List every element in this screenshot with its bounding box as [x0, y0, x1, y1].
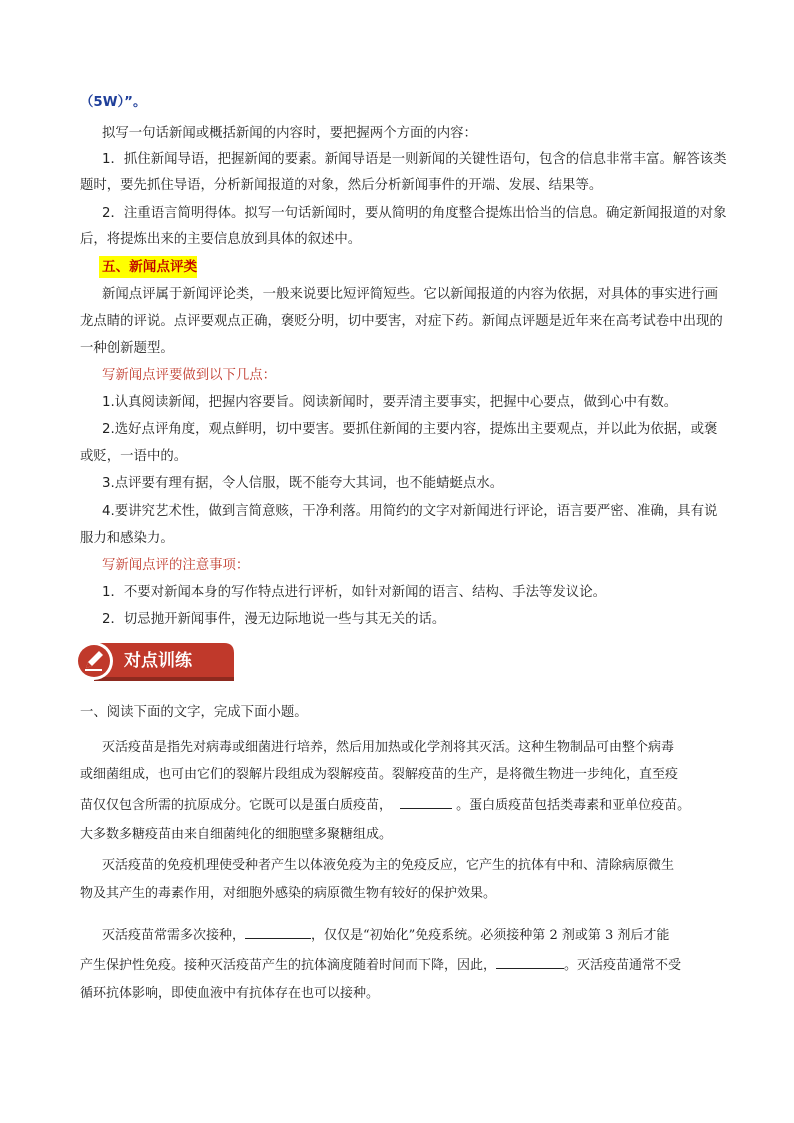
exercise-title: 一、阅读下面的文字，完成下面小题。 [80, 705, 308, 720]
section-para-line-2: 龙点睛的评说。点评要观点正确，褒贬分明，切中要害，对症下药。新闻点评题是近年来在高考试卷中出现的 [80, 314, 723, 329]
notice-heading: 写新闻点评的注意事项： [102, 558, 250, 573]
passage-p1-line-3 [80, 794, 714, 816]
answer-blank-3[interactable] [496, 954, 564, 969]
notice-point-2: 2．切忌抛开新闻事件，漫无边际地说一些与其无关的话。 [102, 612, 446, 627]
passage-p2-line-2: 物及其产生的毒素作用，对细胞外感染的病原微生物有较好的保护效果。 [80, 886, 497, 901]
section-title: 五、新闻点评类 [102, 259, 198, 275]
passage-text: 产生保护性免疫。接种灭活疫苗产生的抗体滴度随着时间而下降，因此， [80, 958, 497, 973]
banner-label: 对点训练 [124, 651, 192, 671]
write-heading: 写新闻点评要做到以下几点： [102, 368, 277, 383]
passage-p1-line-1: 灭活疫苗是指先对病毒或细菌进行培养，然后用加热或化学剂将其灭活。这种生物制品可由整个病毒 [102, 740, 675, 755]
point-1-line-1: 1．抓住新闻导语，把握新闻的要素。新闻导语是一则新闻的关键性语句，包含的信息非常丰富。解答该类 [102, 152, 727, 167]
passage-p1-line-2: 或细菌组成，也可由它们的裂解片段组成为裂解疫苗。裂解疫苗的生产，是将微生物进一步纯化，直至疫 [80, 767, 679, 782]
passage-p1-line-4: 大多数多糖疫苗由来自细菌纯化的细胞壁多聚糖组成。 [80, 827, 393, 842]
passage-p3-line-3: 循环抗体影响，即使血液中有抗体存在也可以接种。 [80, 986, 380, 1001]
notice-point-1: 1．不要对新闻本身的写作特点进行评析，如针对新闻的语言、结构、手法等发议论。 [102, 585, 606, 600]
section-para-line-1: 新闻点评属于新闻评论类，一般来说要比短评简短些。它以新闻报道的内容为依据，对具体的事实进行画 [102, 287, 718, 302]
point-1-line-2: 题时，要先抓住导语，分析新闻报道的对象，然后分析新闻事件的开端、发展、结果等。 [80, 178, 603, 193]
intro-paragraph: 拟写一句话新闻或概括新闻的内容时，要把握两个方面的内容： [102, 126, 477, 141]
answer-blank-2[interactable] [245, 924, 311, 939]
passage-text: 。蛋白质疫苗包括类毒素和亚单位疫苗。 [456, 798, 691, 813]
point-2-line-1: 2．注重语言简明得体。拟写一句话新闻时，要从简明的角度整合提炼出恰当的信息。确定新闻报道的对象 [102, 206, 727, 221]
point-2-line-2: 后，将提炼出来的主要信息放到具体的叙述中。 [80, 232, 362, 247]
write-point-2-line-1: 2.选好点评角度，观点鲜明，切中要害。要抓住新闻的主要内容，提炼出主要观点，并以此为依据，或褒 [102, 422, 718, 437]
write-point-4-line-2: 服力和感染力。 [80, 531, 174, 546]
passage-p2-line-1: 灭活疫苗的免疫机理使受种者产生以体液免疫为主的免疫反应，它产生的抗体有中和、清除病原微生 [102, 858, 675, 873]
passage-p3-line-2 [80, 954, 714, 976]
answer-blank-1[interactable] [400, 794, 452, 809]
continuation-text: （5W）”。 [80, 95, 147, 110]
passage-text: 苗仅仅包含所需的抗原成分。它既可以是蛋白质疫苗， [80, 798, 393, 813]
passage-text: ，仅仅是“初始化”免疫系统。必须接种第 2 剂或第 3 剂后才能 [311, 928, 670, 943]
write-point-2-line-2: 或贬，一语中的。 [80, 449, 188, 464]
passage-text: 灭活疫苗常需多次接种， [102, 928, 246, 943]
write-point-1: 1.认真阅读新闻，把握内容要旨。阅读新闻时，要弄清主要事实，把握中心要点，做到心中有数。 [102, 395, 678, 410]
passage-p3-line-1 [102, 924, 714, 946]
write-point-3: 3.点评要有理有据，令人信服，既不能夸大其词，也不能蜻蜓点水。 [102, 476, 504, 491]
passage-text: 。灭活疫苗通常不受 [564, 958, 682, 973]
write-point-4-line-1: 4.要讲究艺术性，做到言简意赅，干净利落。用简约的文字对新闻进行评论，语言要严密、准确，具有说 [102, 504, 718, 519]
section-para-line-3: 一种创新题型。 [80, 341, 174, 356]
